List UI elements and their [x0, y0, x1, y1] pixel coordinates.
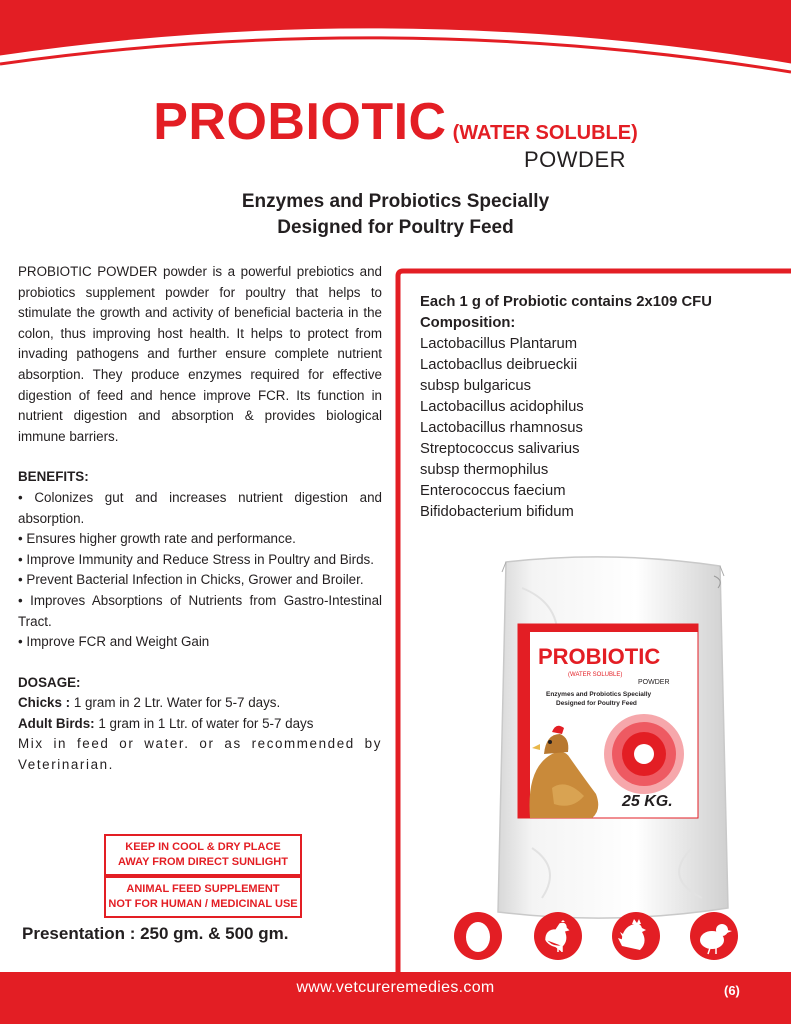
storage-warning — [104, 834, 302, 876]
rooster-icon — [612, 912, 660, 960]
bag-line-2: Designed for Poultry Feed — [556, 700, 637, 707]
intro-paragraph: PROBIOTIC POWDER powder is a powerful prebiotics and probiotics supplement powder for poultry that helps to stimulate the growth and activity of beneficial bacteria in the colon, thus improving host health. It helps to protect from invading pathogens and further ensure complete nutrient absorption. They produce enzymes required for effective digestion of feed and hence improve FCR. Its function in nutrient digestion and absorption & provides biological immune barriers. — [18, 264, 382, 444]
flower-graphic — [604, 714, 684, 794]
bag-suffix: (WATER SOLUBLE) — [568, 672, 623, 678]
benefit-item: • Ensures higher growth rate and performance. — [18, 531, 296, 547]
strain-item: Lactobacillus Plantarum — [420, 336, 578, 352]
presentation-sizes: Presentation : 250 gm. & 500 gm. — [22, 924, 289, 943]
bird-type-icons — [452, 910, 782, 962]
benefit-item: • Improve Immunity and Reduce Stress in Poultry and Birds. — [18, 551, 374, 567]
cfu-statement: Each 1 g of Probiotic contains 2x109 CFU — [420, 294, 712, 310]
dosage-adult-text: 1 gram in 1 Ltr. of water for 5-7 days — [94, 715, 314, 731]
description-column — [18, 262, 382, 776]
storage-warning-line-1: KEEP IN COOL & DRY PLACE — [125, 841, 281, 853]
benefit-item: • Colonizes gut and increases nutrient digestion and absorption. — [18, 489, 382, 526]
strain-item: Lactobacillus rhamnosus — [420, 420, 583, 436]
strain-item: Enterococcus faecium — [420, 483, 566, 499]
header-banner — [0, 0, 791, 100]
hen-icon — [534, 912, 582, 960]
dosage-adult-label: Adult Birds: — [18, 715, 95, 731]
dosage-heading: DOSAGE: — [18, 674, 81, 690]
dosage-chicks — [18, 693, 382, 714]
page-number: (6) — [724, 983, 740, 998]
bag-weight: 25 KG. — [622, 793, 673, 810]
strain-item: Bifidobacterium bifidum — [420, 504, 574, 520]
dosage-adult — [18, 714, 382, 735]
dosage-chicks-text: 1 gram in 2 Ltr. Water for 5-7 days. — [70, 695, 281, 711]
usage-warning — [104, 876, 302, 918]
benefit-item: • Improves Absorptions of Nutrients from Gastro-Intestinal Tract. — [18, 592, 382, 629]
product-title — [0, 92, 791, 152]
benefits-heading: BENEFITS: — [18, 469, 89, 485]
strain-item: Lactobacillus acidophilus — [420, 399, 584, 415]
bag-line-1: Enzymes and Probiotics Specially — [546, 691, 652, 698]
footer-website-link[interactable]: www.vetcureremedies.com — [296, 979, 495, 996]
strain-item: subsp bulgaricus — [420, 378, 532, 394]
bag-title: PROBIOTIC — [538, 644, 661, 669]
composition-column — [420, 292, 780, 523]
dosage-chicks-label: Chicks : — [18, 695, 71, 711]
benefit-item: • Improve FCR and Weight Gain — [18, 634, 210, 650]
usage-warning-line-2: NOT FOR HUMAN / MEDICINAL USE — [108, 898, 298, 910]
bag-form: POWDER — [638, 679, 670, 686]
subtitle — [0, 189, 791, 241]
product-bag-image — [492, 548, 732, 928]
strain-item: subsp thermophilus — [420, 462, 549, 478]
strain-item: Streptococcus salivarius — [420, 441, 580, 457]
benefit-item: • Prevent Bacterial Infection in Chicks, Grower and Broiler. — [18, 572, 364, 588]
storage-warning-line-2: AWAY FROM DIRECT SUNLIGHT — [118, 856, 288, 868]
title-main: PROBIOTIC — [153, 93, 447, 151]
chick-icon — [690, 912, 738, 960]
subtitle-line-2: Designed for Poultry Feed — [277, 217, 514, 238]
dosage-note: Mix in feed or water. or as recommended by Veterinarian. — [18, 736, 382, 773]
usage-warning-line-1: ANIMAL FEED SUPPLEMENT — [126, 883, 280, 895]
strain-item: Lactobacllus deibrueckii — [420, 357, 578, 373]
subtitle-line-1: Enzymes and Probiotics Specially — [241, 191, 550, 212]
title-form: POWDER — [524, 147, 626, 172]
composition-heading: Composition: — [420, 315, 516, 331]
title-suffix: (WATER SOLUBLE) — [452, 122, 638, 144]
egg-icon — [454, 912, 502, 960]
